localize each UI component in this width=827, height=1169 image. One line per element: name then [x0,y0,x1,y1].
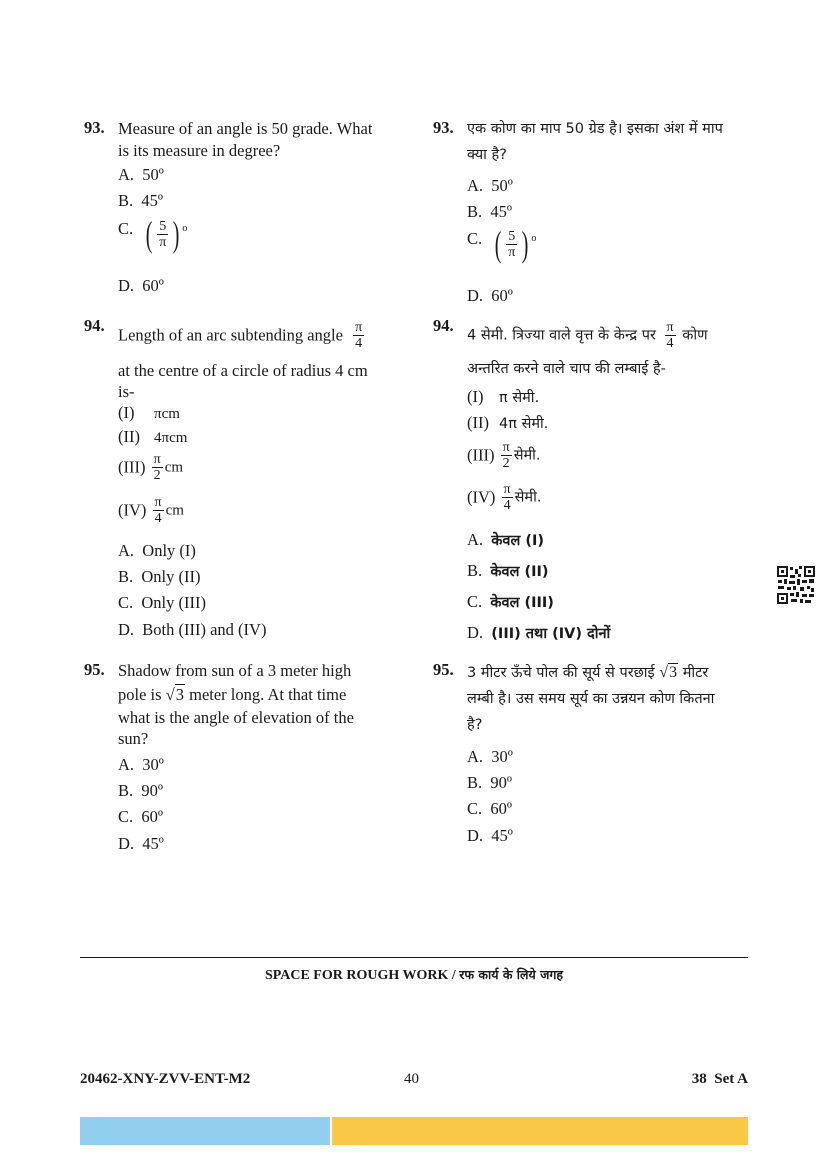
question-text: is- [118,382,135,401]
question-text: 4 सेमी. त्रिज्या वाले वृत्त के केन्द्र पर $\frac{\pi}{4}$ कोण [467,320,708,351]
fraction-expression: ( $\frac{5}{\pi}$ ) [494,224,529,264]
rough-work-heading: SPACE FOR ROUGH WORK / रफ कार्य के लिये जगह [264,967,564,983]
square-root: √3 [165,685,184,704]
statement-iii: (III) $\frac{\pi}{2}$ सेमी. [467,440,541,471]
angle-fraction: $\frac{\pi}{4}$ [355,320,363,351]
option-value: 50º [142,165,164,184]
option-c: C. Only (III) [118,593,206,612]
option-b: B. 45º [467,202,513,221]
option-d [118,275,164,297]
question-text: sun? [118,729,149,748]
set-label: 38 Set A [691,1071,748,1087]
statement-iii: (III) $\frac{\pi}{2}$ cm [118,452,184,483]
question-text: क्या है? [467,147,507,163]
option-a: A. केवल (I) [467,530,545,549]
option-d: D. Both (III) and (IV) [118,620,267,639]
option-a: A. 30º [467,747,513,766]
angle-fraction: $\frac{\pi}{4}$ [666,320,674,351]
option-d: D. 60º [467,286,513,305]
question-text: Measure of an angle is 50 grade. What [118,119,373,138]
option-c [118,214,188,254]
rough-work-divider [80,957,748,958]
fraction: $\frac{\pi}{2}$ [153,452,161,483]
option-b: B. केवल (II) [467,561,549,580]
fraction: $\frac{\pi}{4}$ [503,482,511,513]
fraction: $\frac{\pi}{2}$ [502,440,510,471]
option-label: A. [118,165,135,184]
degree-sign: o [531,233,537,244]
option-d: D. 45º [467,826,513,845]
question-number: 95. [84,660,105,679]
paper-code: 20462-XNY-ZVV-ENT-M2 [80,1071,251,1087]
question-text: 3 मीटर ऊँचे पोल की सूर्य से परछाई √3 मीटर [467,662,708,684]
fraction: $\frac{\pi}{4}$ [154,495,162,526]
question-text: pole is √3 meter long. At that time [118,685,347,704]
question-number: 94. [84,316,105,335]
question-text: what is the angle of elevation of the [118,708,354,727]
question-text: एक कोण का माप 50 ग्रेड है। इसका अंश में माप [467,121,723,137]
footer-band-blue [80,1117,330,1145]
question-number: 95. [433,660,454,679]
question-text: at the centre of a circle of radius 4 cm [118,361,368,380]
qr-code-icon [776,565,816,605]
option-value: 60º [142,276,164,295]
question-text: है? [467,717,483,733]
question-text: Shadow from sun of a 3 meter high [118,661,352,680]
question-number: 93. [433,118,454,137]
statement-i: (I) π सेमी. [467,387,540,406]
fraction: $\frac{5}{\pi}$ [508,228,516,260]
option-b: B. 90º [467,773,513,792]
option-a: A. Only (I) [118,541,196,560]
option-label: B. [118,191,134,210]
option-d: D. (III) तथा (IV) दोनों [467,623,611,642]
option-a: A. 30º [118,755,164,774]
statement-iv: (IV) $\frac{\pi}{4}$ cm [118,495,184,526]
option-c: C. 60º [118,807,164,826]
option-d: D. 45º [118,834,164,853]
option-b [118,190,163,212]
question-text: लम्बी है। उस समय सूर्य का उन्नयन कोण कितना [467,691,715,707]
question-text: अन्तरित करने वाले चाप की लम्बाई है- [467,361,666,377]
statement-i: (I) πcm [118,403,180,422]
degree-sign: o [182,223,188,234]
statement-iv: (IV) $\frac{\pi}{4}$ सेमी. [467,482,542,513]
option-c: C. केवल (III) [467,592,554,611]
option-b: B. 90º [118,781,164,800]
question-number: 93. [84,118,105,137]
question-number: 94. [433,316,454,335]
footer-band-yellow [332,1117,748,1145]
option-c: C. 60º [467,799,513,818]
option-c: C. ( $\frac{5}{\pi}$ ) $^o$ [467,224,537,264]
option-a [118,164,164,186]
question-text: is its measure in degree? [118,141,281,160]
page-number: 40 [404,1071,419,1087]
square-root: √3 [659,664,678,681]
option-label: D. [118,276,135,295]
question-text: Length of an arc subtending angle $\frac{\pi}{4}$ [118,320,363,351]
option-label: C. [118,219,134,238]
statement-ii: (II) 4π सेमी. [467,413,549,432]
option-a: A. 50º [467,176,513,195]
option-value: 45º [141,191,164,210]
statement-ii: (II) 4πcm [118,427,188,446]
fraction-expression: ( $\frac{5}{\pi}$ ) [145,214,180,254]
option-b: B. Only (II) [118,567,201,586]
fraction: $\frac{5}{\pi}$ [159,218,167,250]
